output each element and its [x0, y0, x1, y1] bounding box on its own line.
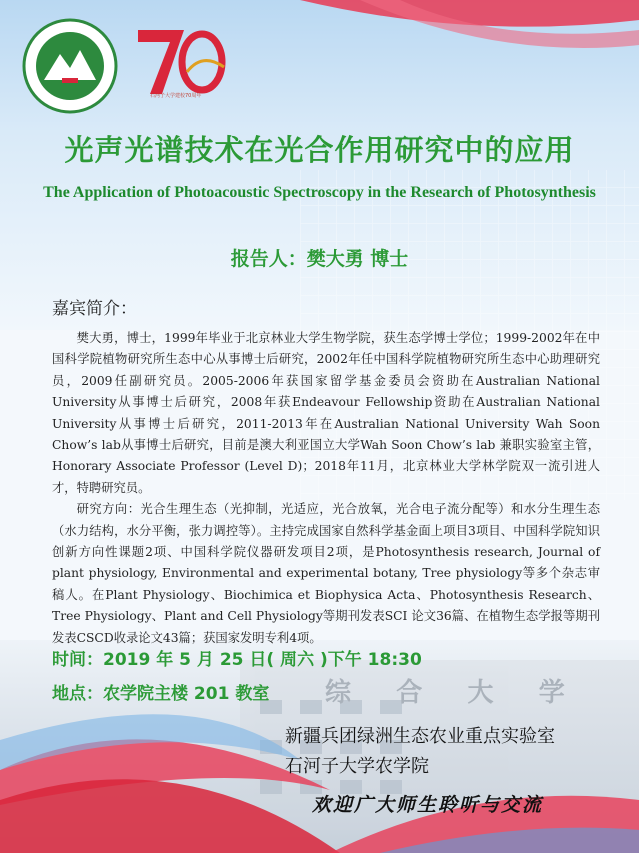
intro-heading: 嘉宾简介：: [52, 299, 137, 319]
building-sign-watermark: 综 合 大 学: [325, 678, 565, 708]
title-chinese: 光声光谱技术在光合作用研究中的应用: [64, 133, 575, 167]
event-time: 时间：2019 年 5 月 25 日( 周六 )下午 18:30: [52, 650, 422, 670]
event-place: 地点：农学院主楼 201 教室: [52, 684, 270, 704]
welcome-message: 欢迎广大师生聆听与交流: [312, 794, 544, 816]
title-english: The Application of Photoacoustic Spectroscopy in the Research of Photosynthesis: [43, 184, 596, 201]
anniversary-70-logo: [132, 22, 232, 102]
bio-paragraph-2: 研究方向：光合生理生态（光抑制，光适应，光合放氧，光合电子流分配等）和水分生理生态（水力结构，水分平衡，张力调控等）。主持完成国家自然科学基金面上项目3项目、中国科学院知识创新方向性课题2项、中国科学院仪器研发项目2项，是Photosynthesis research, Journal of plant physiology, Environmental and experimental botany, Tree physiology等多个杂志审稿人。在Plant Physiology、Biochimica et Biophysica Acta、Photosynthesis Research、Tree Physiology、Plant and Cell Physiology等期刊发表SCI 论文36篇、在植物生态学报等期刊发表CSCD收录论文43篇；获国家发明专利4项。: [52, 502, 600, 645]
speaker-line: 报告人：樊大勇 博士: [230, 248, 409, 270]
anniversary-caption: 石河子大学建校70周年: [150, 93, 202, 99]
bio-paragraph-1: 樊大勇，博士，1999年毕业于北京林业大学生物学院，获生态学博士学位；1999-2002年在中国科学院植物研究所生态中心从事博士后研究，2002年任中国科学院植物研究所生态中心助理研究员，2009任副研究员。2005-2006年获国家留学基金委员会资助在Australian National University从事博士后研究，2008年获Endeavour Fellowship资助在Australian National University从事博士后研究，2011-2013年在Australian National University Wah Soon Chow’s lab从事博士后研究，目前是澳大利亚国立大学Wah Soon Chow’s lab 兼职实验室主管，Honorary Associate Professor (Level D)；2018年11月，北京林业大学林学院双一流引进人才，特聘研究员。: [52, 331, 600, 495]
bio-text: [52, 328, 600, 649]
university-logo: [22, 18, 118, 114]
organizer-2: 石河子大学农学院: [285, 756, 429, 777]
organizer-1: 新疆兵团绿洲生态农业重点实验室: [285, 726, 555, 747]
